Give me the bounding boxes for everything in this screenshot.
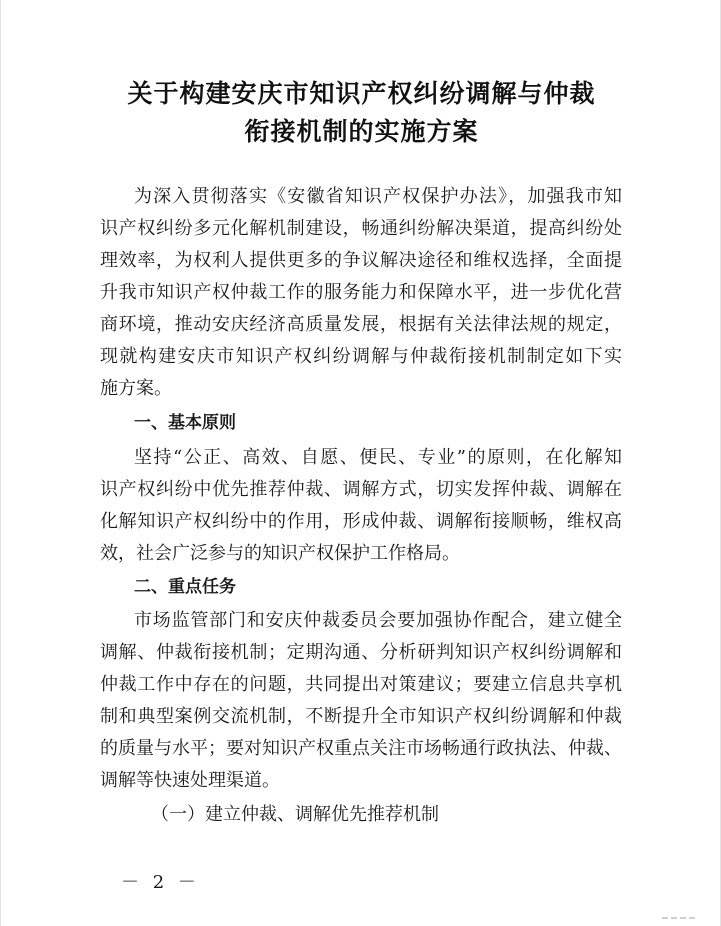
intro-line: 升我市知识产权仲裁工作的服务能力和保障水平，进一步优化营 bbox=[100, 282, 622, 303]
document-title-line-2: 衔接机制的实施方案 bbox=[244, 117, 479, 146]
intro-line: 为深入贯彻落实《安徽省知识产权保护办法》，加强我市知 bbox=[134, 186, 622, 207]
document-title-line-1: 关于构建安庆市知识产权纠纷调解与仲裁 bbox=[127, 79, 596, 108]
section2-line: 市场监管部门和安庆仲裁委员会要加强协作配合，建立健全 bbox=[134, 610, 622, 631]
intro-line: 理效率，为权利人提供更多的争议解决途径和维权选择，全面提 bbox=[100, 250, 622, 271]
section2-line: 制和典型案例交流机制，不断提升全市知识产权纠纷调解和仲裁 bbox=[100, 706, 622, 727]
section2-line: 调解等快速处理渠道。 bbox=[100, 770, 280, 791]
section-heading-tasks: 二、重点任务 bbox=[134, 577, 236, 597]
section1-line: 效，社会广泛参与的知识产权保护工作格局。 bbox=[100, 543, 460, 564]
page-number: － 2 － bbox=[121, 872, 200, 893]
page-corner-mark bbox=[662, 914, 702, 922]
subsection-heading: （一）建立仲裁、调解优先推荐机制 bbox=[151, 804, 439, 825]
intro-line: 商环境，推动安庆经济高质量发展，根据有关法律法规的规定， bbox=[100, 314, 622, 335]
section1-line: 识产权纠纷中优先推荐仲裁、调解方式，切实发挥仲裁、调解在 bbox=[100, 479, 622, 500]
intro-line: 施方案。 bbox=[100, 378, 172, 399]
intro-line: 识产权纠纷多元化解机制建设，畅通纠纷解决渠道，提高纠纷处 bbox=[100, 218, 622, 239]
section1-line: 坚持“公正、高效、自愿、便民、专业”的原则，在化解知 bbox=[134, 447, 622, 468]
section2-line: 调解、仲裁衔接机制；定期沟通、分析研判知识产权纠纷调解和 bbox=[100, 642, 622, 663]
section2-line: 的质量与水平；要对知识产权重点关注市场畅通行政执法、仲裁、 bbox=[100, 738, 622, 759]
section1-line: 化解知识产权纠纷中的作用，形成仲裁、调解衔接顺畅，维权高 bbox=[100, 511, 622, 532]
section-heading-principles: 一、基本原则 bbox=[134, 413, 236, 433]
intro-line: 现就构建安庆市知识产权纠纷调解与仲裁衔接机制制定如下实 bbox=[100, 346, 622, 367]
section2-line: 仲裁工作中存在的问题，共同提出对策建议；要建立信息共享机 bbox=[100, 674, 622, 695]
